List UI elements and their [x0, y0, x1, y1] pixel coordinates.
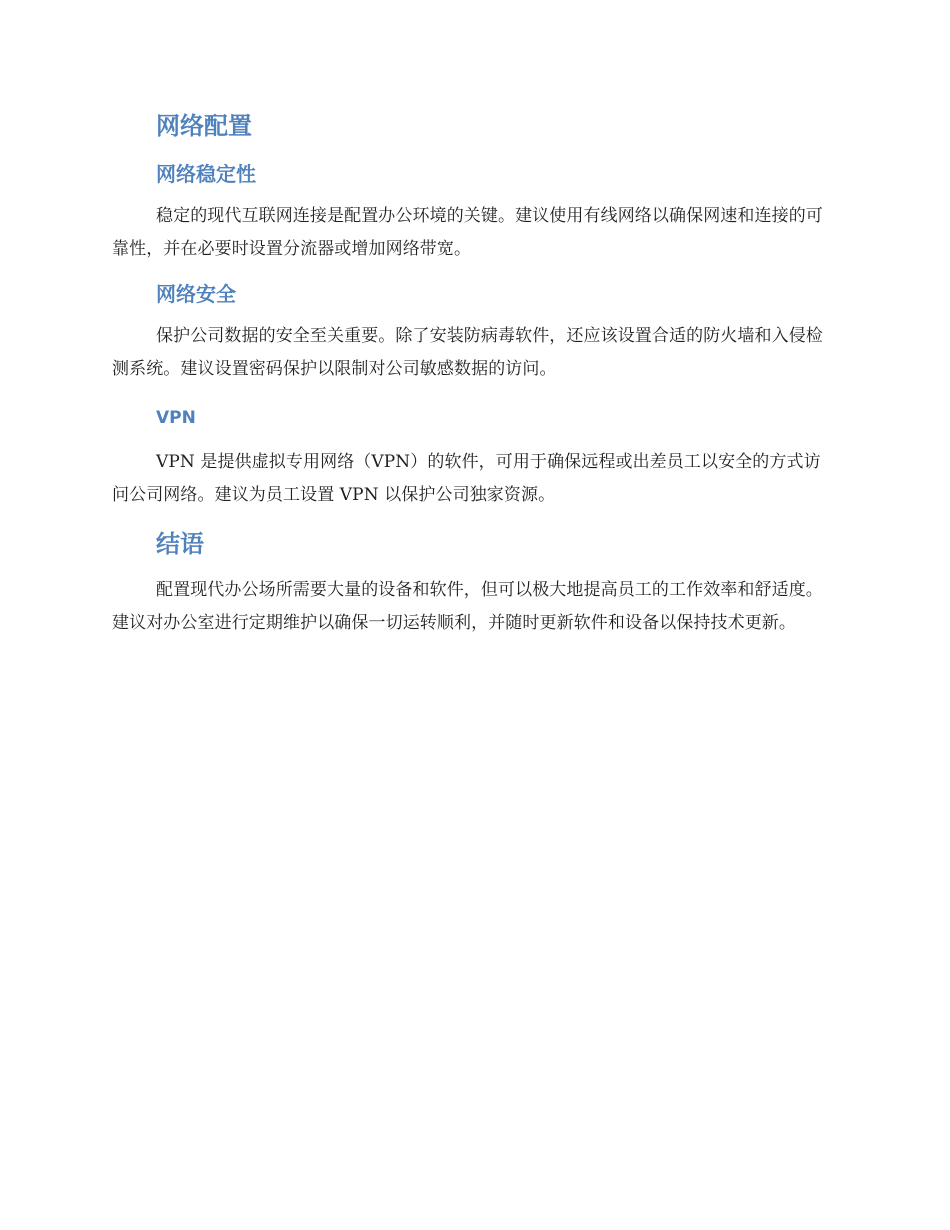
- paragraph-vpn: VPN 是提供虚拟专用网络（VPN）的软件，可用于确保远程或出差员工以安全的方式访问公司网络。建议为员工设置 VPN 以保护公司独家资源。: [112, 452, 821, 505]
- heading-network-security: 网络安全: [156, 282, 236, 306]
- paragraph-network-stability: 稳定的现代互联网连接是配置办公环境的关键。建议使用有线网络以确保网速和连接的可靠性，并在必要时设置分流器或增加网络带宽。: [112, 206, 823, 259]
- heading-network-stability: 网络稳定性: [156, 162, 256, 186]
- heading-conclusion: 结语: [156, 530, 204, 558]
- heading-vpn: VPN: [156, 408, 196, 428]
- document-content: [112, 106, 828, 640]
- heading-network-config: 网络配置: [156, 112, 252, 140]
- paragraph-conclusion: 配置现代办公场所需要大量的设备和软件，但可以极大地提高员工的工作效率和舒适度。建议对办公室进行定期维护以确保一切运转顺利，并随时更新软件和设备以保持技术更新。: [112, 580, 823, 633]
- paragraph-network-security: 保护公司数据的安全至关重要。除了安装防病毒软件，还应该设置合适的防火墙和入侵检测系统。建议设置密码保护以限制对公司敏感数据的访问。: [112, 326, 823, 379]
